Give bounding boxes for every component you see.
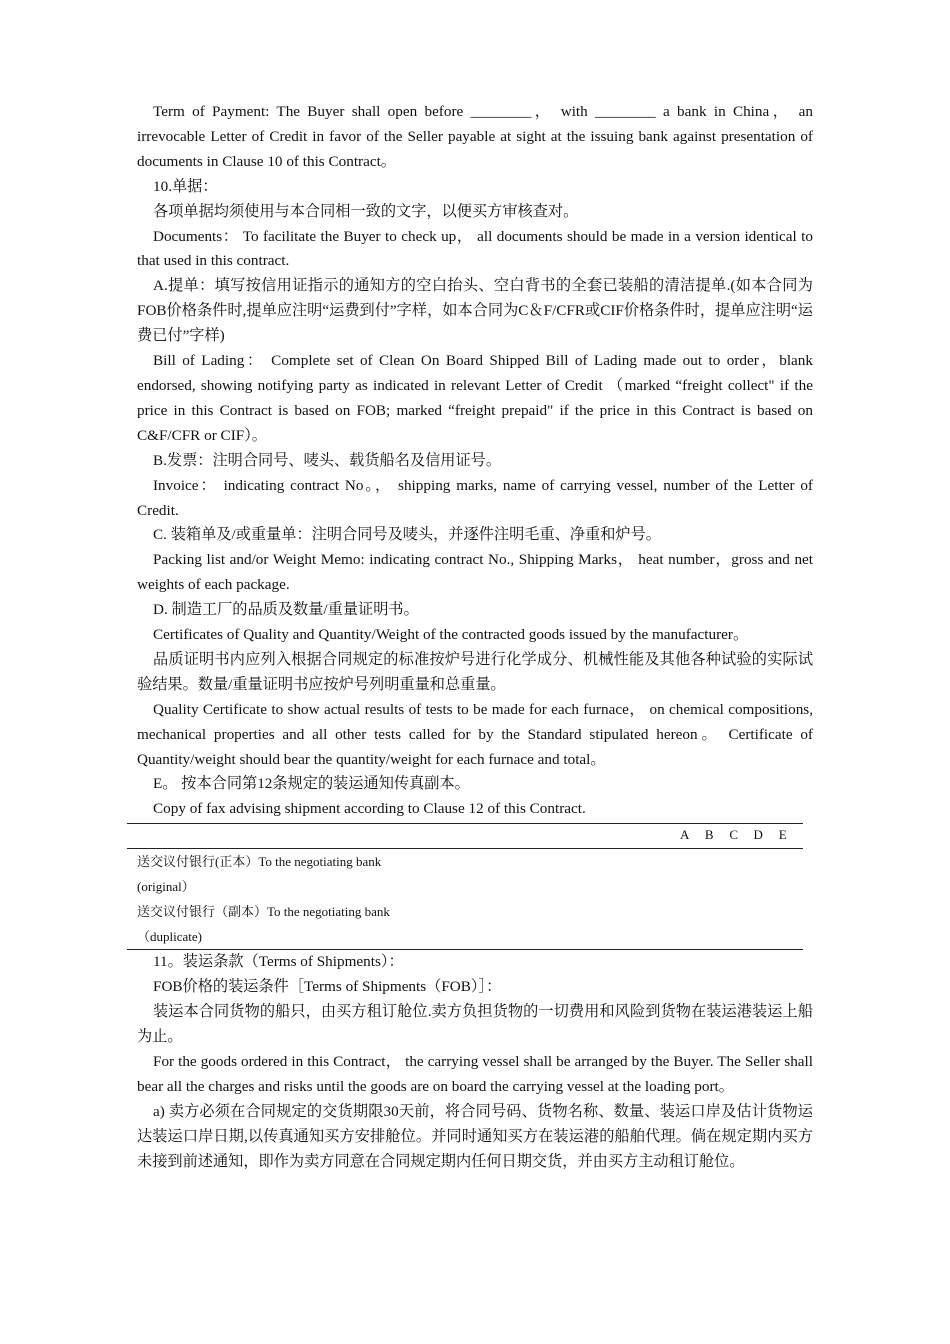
- documents-cn: 各项单据均须使用与本合同相一致的文字，以便买方审核查对。: [153, 202, 579, 220]
- certificate-cn: D. 制造工厂的品质及数量/重量证明书。: [153, 601, 419, 619]
- bill-of-lading-cn: A.提单：填写按信用证指示的通知方的空白抬头、空白背书的全套已装船的清洁提单.(如本合同为FOB价格条件时,提单应注明“运费到付”字样，如本合同为C＆F/CFR或CIF价格条件时，提单应注明“运费已付”字样): [137, 277, 813, 345]
- invoice-en: Invoice： indicating contract No。， shipping marks, name of carrying vessel, number of the Letter of Credit.: [137, 476, 813, 519]
- table-bottom-rule: [127, 949, 803, 950]
- table-row: （duplicate): [137, 929, 202, 945]
- documents-clause: [137, 100, 813, 822]
- fob-notice-cn: a) 卖方必须在合同规定的交货期限30天前，将合同号码、货物名称、数量、装运口岸及估计货物运达装运口岸日期,以传真通知买方安排舱位。并同时通知买方在装运港的船舶代理。倘在规定期内买方未接到前述通知，即作为卖方同意在合同规定期内任何日期交货，并由买方主动租订舱位。: [137, 1102, 813, 1170]
- column-header-c: C: [729, 827, 739, 843]
- packing-list-en: Packing list and/or Weight Memo: indicating contract No., Shipping Marks， heat number，gross and net weights of each package.: [137, 551, 813, 594]
- section-10-heading: 10.单据：: [153, 177, 218, 195]
- payment-terms: Term of Payment: The Buyer shall open before ________， with ________ a bank in China， an irrevocable Letter of Credit in favor of the Seller payable at sight at the issuing bank against presentation of documents in Clause 10 of this Contract。: [137, 103, 813, 170]
- document-body: [137, 100, 813, 1174]
- fax-copy-cn: E。 按本合同第12条规定的装运通知传真副本。: [153, 775, 470, 793]
- table-row: 送交议付银行(正本）To the negotiating bank: [137, 854, 382, 870]
- shipment-clause: [137, 950, 813, 1174]
- section-11-heading: 11。装运条款（Terms of Shipments）：: [153, 953, 404, 971]
- certificate-en: Certificates of Quality and Quantity/Weight of the contracted goods issued by the manufacturer。: [153, 626, 749, 644]
- distribution-table: [127, 823, 803, 950]
- column-header-d: D: [753, 827, 763, 843]
- column-header-b: B: [704, 827, 714, 843]
- quality-cert-cn: 品质证明书内应列入根据合同规定的标准按炉号进行化学成分、机械性能及其他各种试验的实际试验结果。数量/重量证明书应按炉号列明重量和总重量。: [137, 650, 813, 693]
- table-row: (original）: [137, 879, 195, 895]
- table-row: 送交议付银行（副本）To the negotiating bank: [137, 904, 390, 920]
- fax-copy-en: Copy of fax advising shipment according to Clause 12 of this Contract.: [153, 800, 586, 818]
- quality-cert-en: Quality Certificate to show actual results of tests to be made for each furnace， on chemical compositions, mechanical properties and all other tests called for by the Standard stipulated hereon。 Certificate of Quantity/weight should bear the quantity/weight for each furnace and total。: [137, 700, 813, 768]
- fob-vessel-cn: 装运本合同货物的船只，由买方租订舱位.卖方负担货物的一切费用和风险到货物在装运港装运上船为止。: [137, 1003, 813, 1045]
- fob-heading: FOB价格的装运条件［Terms of Shipments（FOB）］：: [153, 978, 502, 996]
- bill-of-lading-en: Bill of Lading： Complete set of Clean On Board Shipped Bill of Lading made out to order，blank endorsed, showing notifying party as indicated in relevant Letter of Credit （marked “freight collect" if the price in this Contract is based on FOB; marked “freight prepaid" if the price in this Contract is based on C&F/CFR or CIF）。: [137, 352, 813, 444]
- invoice-cn: B.发票：注明合同号、唛头、载货船名及信用证号。: [153, 451, 502, 469]
- fob-vessel-en: For the goods ordered in this Contract， the carrying vessel shall be arranged by the Buyer. The Seller shall bear all the charges and risks until the goods are on board the carrying vessel at the loading port。: [137, 1052, 813, 1095]
- column-header-e: E: [778, 827, 787, 843]
- packing-list-cn: C. 装箱单及/或重量单：注明合同号及唛头，并逐件注明毛重、净重和炉号。: [153, 526, 661, 544]
- column-header-a: A: [680, 827, 690, 843]
- table-header: [127, 824, 803, 848]
- column-headers: [673, 827, 796, 843]
- table-body: [127, 849, 803, 949]
- documents-en: Documents： To facilitate the Buyer to check up， all documents should be made in a version identical to that used in this contract.: [137, 227, 813, 270]
